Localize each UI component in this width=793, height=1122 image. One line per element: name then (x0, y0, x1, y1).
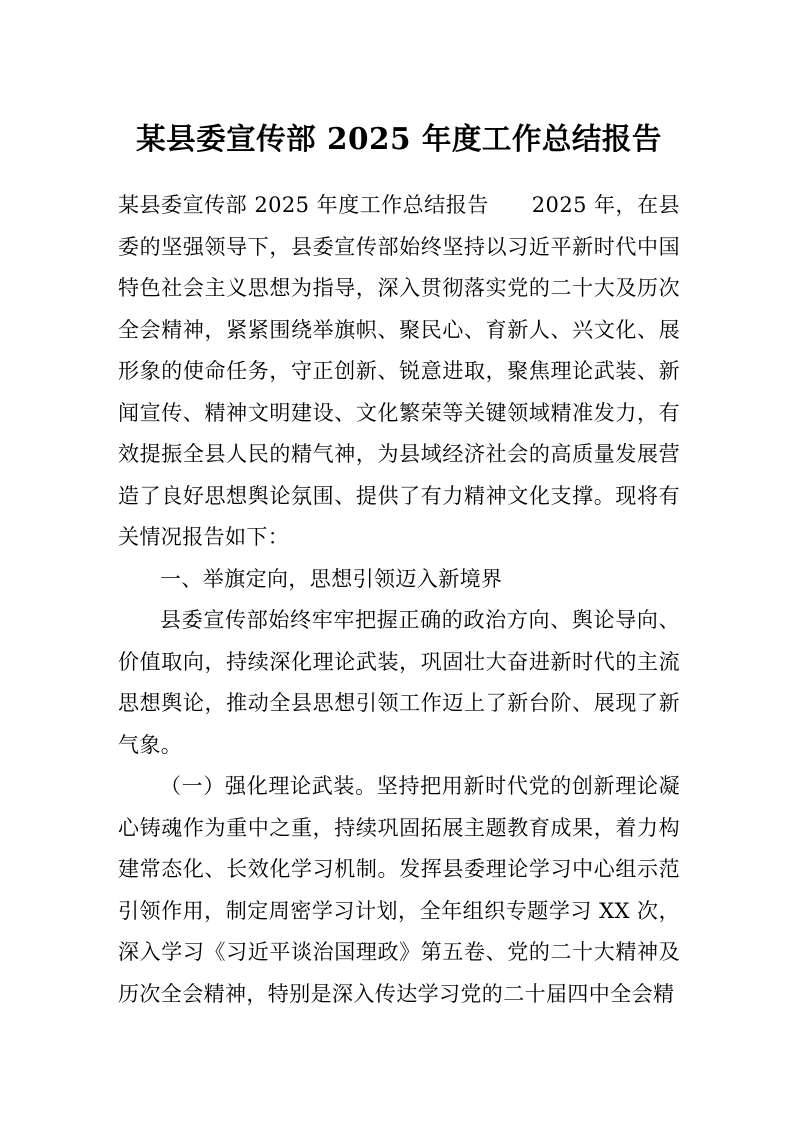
section-1-paragraph: 县委宣传部始终牢牢把握正确的政治方向、舆论导向、价值取向，持续深化理论武装，巩固壮大奋进新时代的主流思想舆论，推动全县思想引领工作迈上了新台阶、展现了新气象。 (118, 608, 680, 757)
document-body (118, 185, 680, 1015)
section-heading-1: 一、举旗定向，思想引领迈入新境界 (160, 566, 503, 591)
intro-paragraph: 某县委宣传部 2025 年度工作总结报告 2025 年，在县委的坚强领导下，县委宣传部始终坚持以习近平新时代中国特色社会主义思想为指导，深入贯彻落实党的二十大及历次全会精神，紧紧围绕举旗帜、聚民心、育新人、兴文化、展形象的使命任务，守正创新、锐意进取，聚焦理论武装、新闻宣传、精神文明建设、文化繁荣等关键领域精准发力，有效提振全县人民的精气神，为县域经济社会的高质量发展营造了良好思想舆论氛围、提供了有力精神文化支撑。现将有关情况报告如下： (118, 193, 680, 549)
document-title: 某县委宣传部 2025 年度工作总结报告 (136, 121, 662, 156)
subsection-1-1-paragraph: （一）强化理论武装。坚持把用新时代党的创新理论凝心铸魂作为重中之重，持续巩固拓展主题教育成果，着力构建常态化、长效化学习机制。发挥县委理论学习中心组示范引领作用，制定周密学习计划，全年组织专题学习 XX 次，深入学习《习近平谈治国理政》第五卷、党的二十大精神及历次全会精神，特别是深入传达学习党的二十届四中全会精 (118, 774, 680, 1006)
